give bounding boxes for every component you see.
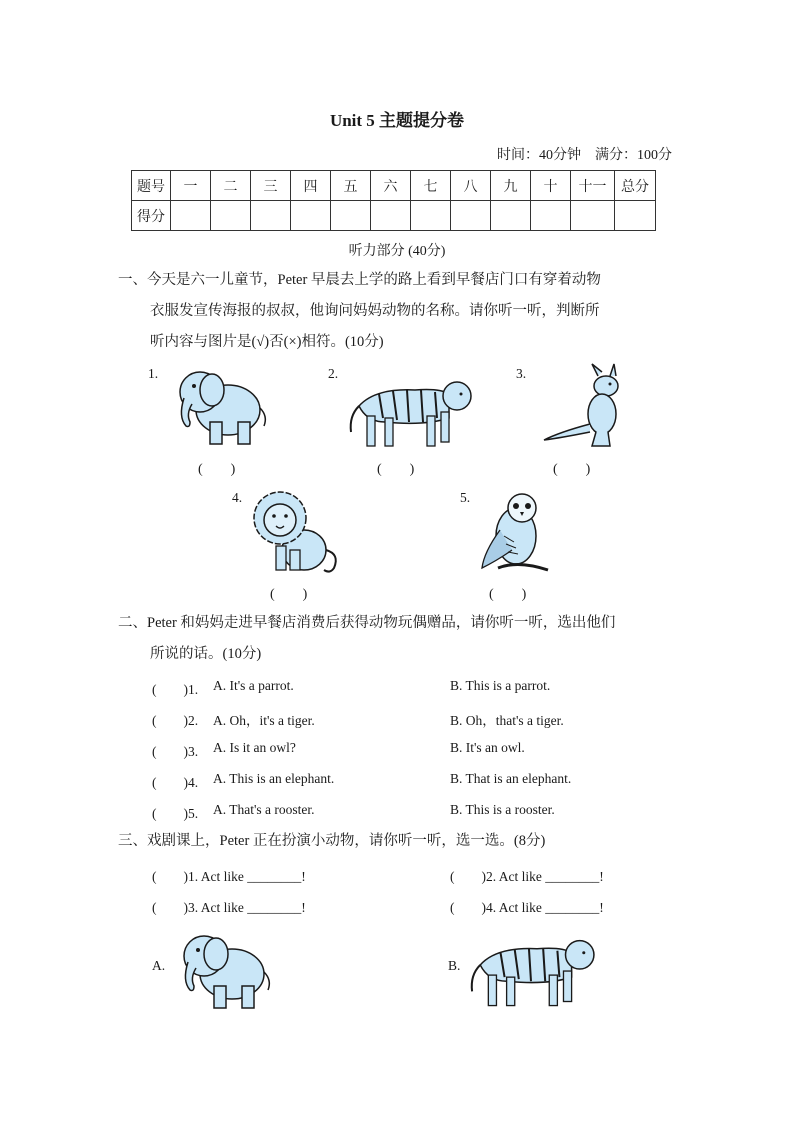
item4-answer[interactable]: ( )	[270, 587, 308, 602]
page-title: Unit 5 主题提分卷	[329, 111, 465, 130]
item1-number: 1.	[148, 366, 159, 381]
tiger-icon	[345, 366, 475, 452]
cell: 二	[211, 171, 251, 201]
time-info: 时间：40分钟 满分：100分	[497, 148, 672, 163]
score-cell[interactable]	[491, 201, 531, 231]
s2-q3-paren[interactable]: ( )3.	[152, 744, 199, 759]
s2-q1-option-b: B. This is a parrot.	[450, 678, 551, 693]
item5-number: 5.	[460, 490, 471, 505]
score-cell[interactable]	[171, 201, 211, 231]
score-table-score-row	[132, 201, 656, 231]
item4-number: 4.	[232, 490, 243, 505]
elephant-icon	[168, 362, 272, 452]
item1-answer[interactable]: ( )	[198, 462, 236, 477]
s3-option-b-label: B.	[448, 958, 461, 973]
cell: 六	[371, 171, 411, 201]
section2-line2: 所说的话。(10分)	[150, 646, 262, 662]
section1-line1: 一、今天是六一儿童节，Peter 早晨去上学的路上看到早餐店门口有穿着动物	[118, 272, 601, 288]
owl-icon	[478, 490, 550, 576]
s2-q2-option-b: B. Oh，that's a tiger.	[450, 713, 564, 728]
item3-answer[interactable]: ( )	[553, 462, 591, 477]
kangaroo-icon	[540, 362, 632, 452]
s2-q1-option-a: A. It's a parrot.	[213, 678, 294, 693]
score-cell[interactable]	[615, 201, 656, 231]
s2-q5-option-b: B. This is a rooster.	[450, 802, 555, 817]
score-cell[interactable]	[571, 201, 615, 231]
elephant-icon	[172, 926, 276, 1016]
cell: 九	[491, 171, 531, 201]
cell: 七	[411, 171, 451, 201]
s2-q1-paren[interactable]: ( )1.	[152, 682, 199, 697]
score-cell[interactable]	[251, 201, 291, 231]
score-cell[interactable]	[291, 201, 331, 231]
s3-q1[interactable]: ( )1. Act like ________!	[152, 869, 306, 884]
s3-q2[interactable]: ( )2. Act like ________!	[450, 869, 604, 884]
section1-line3: 听内容与图片是(√)否(×)相符。(10分)	[150, 334, 384, 350]
cell: 一	[171, 171, 211, 201]
item2-number: 2.	[328, 366, 339, 381]
cell: 三	[251, 171, 291, 201]
cell: 五	[331, 171, 371, 201]
s2-q5-paren[interactable]: ( )5.	[152, 806, 199, 821]
cell-total: 总分	[615, 171, 656, 201]
score-cell[interactable]	[451, 201, 491, 231]
cell: 四	[291, 171, 331, 201]
section3-line1: 三、戏剧课上，Peter 正在扮演小动物，请你听一听，选一选。(8分)	[118, 833, 546, 849]
cell-label: 题号	[132, 171, 171, 201]
s2-q2-option-a: A. Oh，it's a tiger.	[213, 713, 315, 728]
cell: 十	[531, 171, 571, 201]
s3-q4[interactable]: ( )4. Act like ________!	[450, 900, 604, 915]
item3-number: 3.	[516, 366, 527, 381]
score-table-header-row	[132, 171, 656, 201]
s2-q5-option-a: A. That's a rooster.	[213, 802, 315, 817]
s2-q3-option-a: A. Is it an owl?	[213, 740, 296, 755]
score-cell[interactable]	[211, 201, 251, 231]
s2-q4-paren[interactable]: ( )4.	[152, 775, 199, 790]
s2-q4-option-a: A. This is an elephant.	[213, 771, 335, 786]
listening-header: 听力部分 (40分)	[348, 244, 446, 259]
s3-option-a-label: A.	[152, 958, 166, 973]
cell: 十一	[571, 171, 615, 201]
tiger-icon	[466, 924, 598, 1012]
score-cell[interactable]	[331, 201, 371, 231]
s2-q4-option-b: B. That is an elephant.	[450, 771, 572, 786]
score-cell[interactable]	[371, 201, 411, 231]
section1-line2: 衣服发宣传海报的叔叔，他询问妈妈动物的名称。请你听一听，判断所	[150, 303, 600, 319]
score-table	[131, 170, 656, 231]
lion-icon	[250, 484, 342, 580]
item2-answer[interactable]: ( )	[377, 462, 415, 477]
s2-q2-paren[interactable]: ( )2.	[152, 713, 199, 728]
item5-answer[interactable]: ( )	[489, 587, 527, 602]
cell: 八	[451, 171, 491, 201]
section2-line1: 二、Peter 和妈妈走进早餐店消费后获得动物玩偶赠品，请你听一听，选出他们	[118, 615, 616, 631]
cell-label: 得分	[132, 201, 171, 231]
score-cell[interactable]	[411, 201, 451, 231]
s2-q3-option-b: B. It's an owl.	[450, 740, 525, 755]
score-cell[interactable]	[531, 201, 571, 231]
s3-q3[interactable]: ( )3. Act like ________!	[152, 900, 306, 915]
